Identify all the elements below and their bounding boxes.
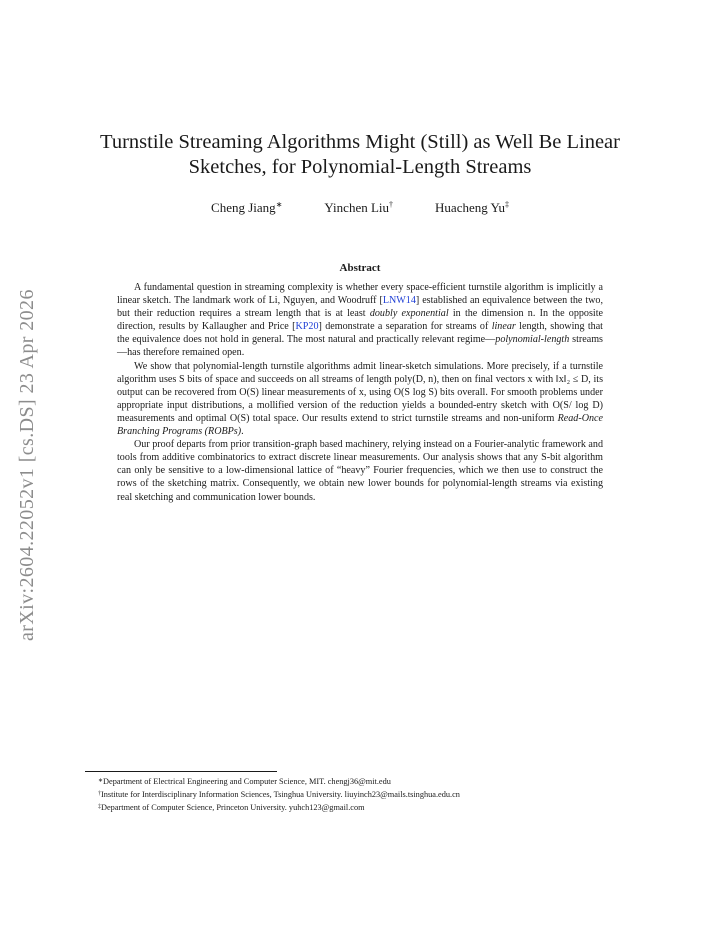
author-3: Huacheng Yu‡: [435, 200, 509, 215]
abstract-paragraph-2: We show that polynomial-length turnstile algorithms admit linear-sketch simulations. More precisely, if a turnstile algorithm uses S bits of space and succeeds on all streams of length poly(D, n), then on final vectors x with ‖x‖₂ ≤ D, its output can be recovered from O(S) linear measurements of x, using O(S log S) bits overall. For smooth problems under appropriate input distributions, a mollified version of the reduction yields a bounded-entry sketch with O(S/ log D) measurements and optimal O(S) total space. Our results extend to strict turnstile streams and non-uniform Read-Once Branching Programs (ROBPs).: [117, 360, 603, 438]
author-list: [80, 200, 640, 216]
footnote-1: ∗Department of Electrical Engineering and Computer Science, MIT. chengj36@mit.edu: [98, 777, 391, 786]
author-1: Cheng Jiang∗: [211, 200, 283, 215]
arxiv-identifier: arXiv:2604.22052v1 [cs.DS] 23 Apr 2026: [16, 289, 38, 641]
citation-link-kp20[interactable]: KP20: [295, 321, 319, 333]
footnotes: [98, 775, 638, 814]
footnote-2: †Institute for Interdisciplinary Information Sciences, Tsinghua University. liuyinch23@mails.tsinghua.edu.cn: [98, 790, 460, 799]
abstract-heading: Abstract: [339, 262, 381, 274]
abstract-paragraph-3: Our proof departs from prior transition-graph based machinery, relying instead on a Fourier-analytic framework and tools from additive combinatorics to extract discrete linear measurements. Our analysis shows that any S-bit algorithm can only be sensitive to a low-dimensional lattice of “heavy” Fourier frequencies, which we then use to construct the rows of the sketching matrix. Consequently, we obtain new lower bounds for polynomial-length streams via existing real sketching and communication lower bounds.: [117, 439, 603, 503]
footnote-3: ‡Department of Computer Science, Princeton University. yuhch123@gmail.com: [98, 803, 365, 812]
citation-link-lnw14[interactable]: LNW14: [382, 295, 416, 307]
abstract-paragraph-1: A fundamental question in streaming complexity is whether every space-efficient turnstile algorithm is implicitly a linear sketch. The landmark work of Li, Nguyen, and Woodruff [LNW14] established an equivalence between the two, but their reduction requires a stream length that is at least doubly exponential in the dimension n. In the opposite direction, results by Kallaugher and Price [KP20] demonstrate a separation for streams of linear length, showing that the equivalence does not hold in general. The most natural and practically relevant regime—polynomial-length streams—has therefore remained open.: [117, 282, 603, 359]
abstract-body: [117, 281, 603, 504]
paper-title: Turnstile Streaming Algorithms Might (Still) as Well Be Linear Sketches, for Polynomial-Length Streams: [100, 131, 620, 178]
footnote-divider: [85, 771, 277, 772]
author-2: Yinchen Liu†: [324, 200, 394, 215]
